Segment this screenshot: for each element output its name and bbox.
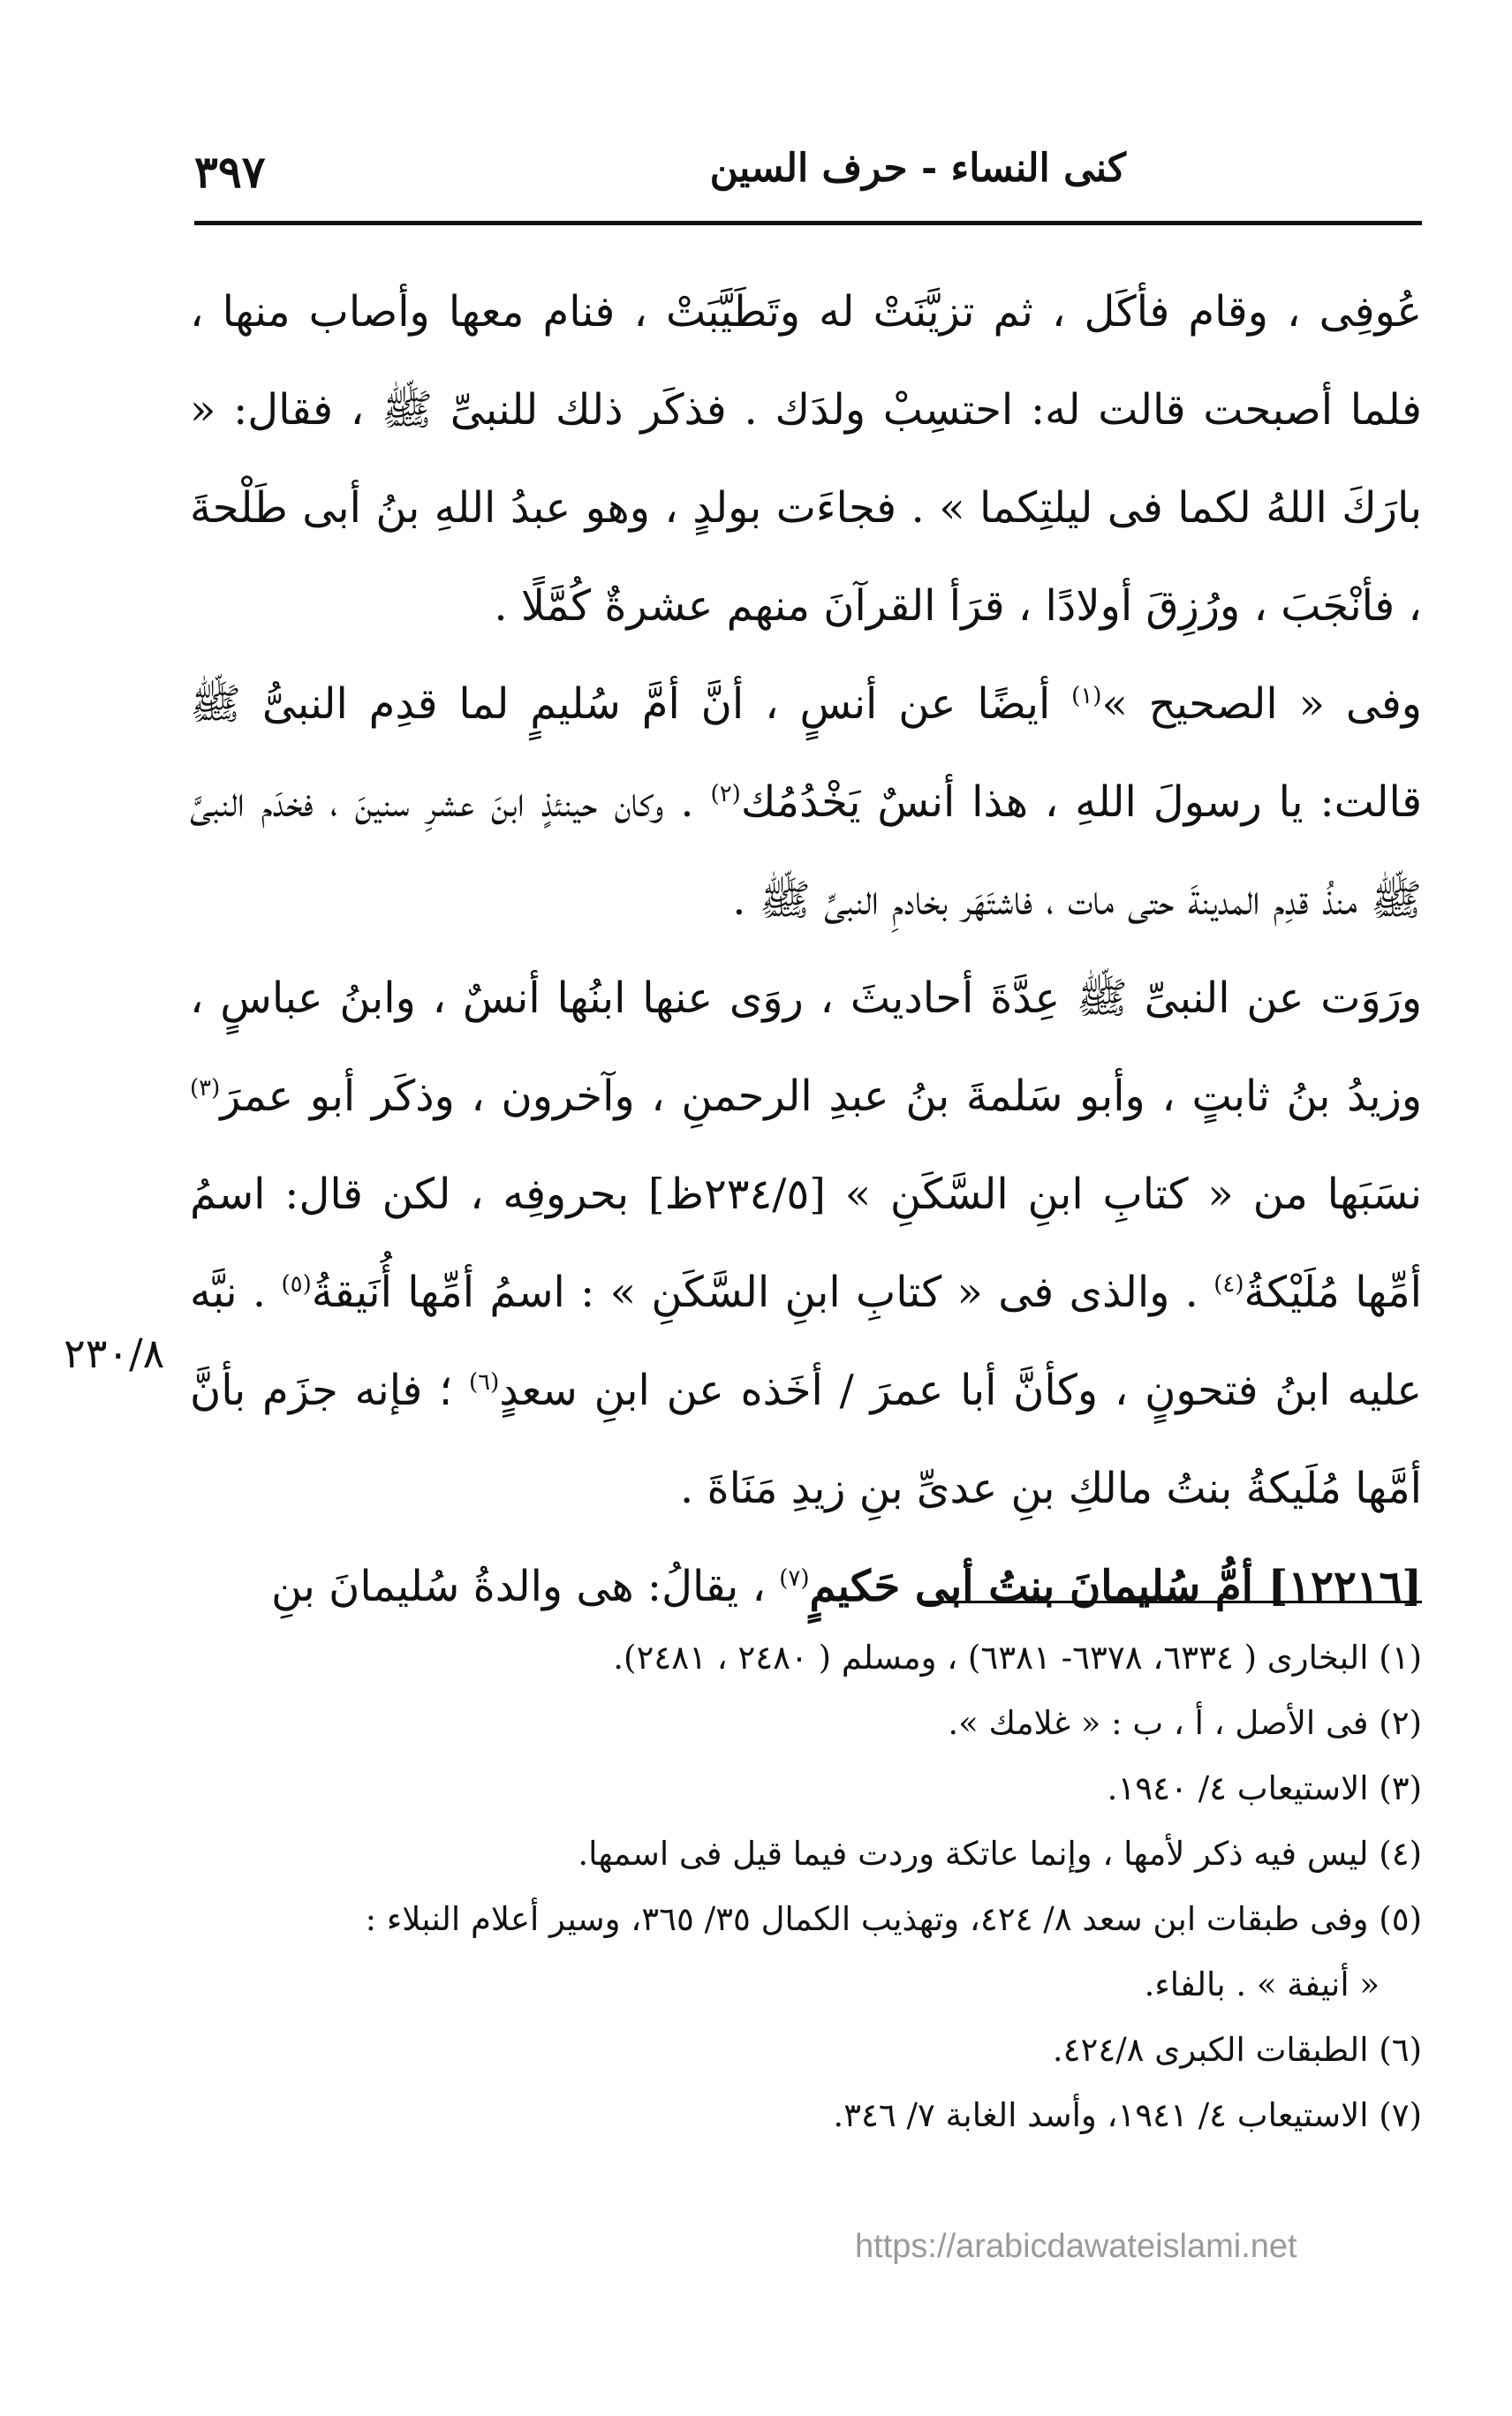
header-rule	[194, 221, 1422, 225]
page-header	[194, 146, 1418, 208]
paragraph-2-text-b: أيضًا عن أنسٍ ، أنَّ أمَّ سُليمٍ لما قدِم النبىُّ ﷺ قالت: يا رسولَ اللهِ ، هذا أنسٌ يَخْدُمُك	[190, 679, 1423, 827]
footnote-marker-4: (٤)	[1213, 1271, 1244, 1298]
paragraph-2-text-c: . وكان حينئذٍ ابنَ عشرِ سنينَ ، فخدَم النبىَّ ﷺ منذُ قدِم المدينةَ حتى مات ، فاشتَهَر بخادمِ النبىِّ ﷺ .	[190, 777, 1422, 925]
footnote-marker-6: (٦)	[469, 1369, 500, 1396]
entry-paragraph	[190, 1538, 1422, 1636]
main-text	[190, 263, 1422, 1636]
footnote-marker-7: (٧)	[779, 1565, 810, 1592]
footnotes	[194, 1625, 1422, 2148]
paragraph-3-text-d: . نبَّه عليه ابنُ فتحونٍ ، وكأنَّ أبا عمرَ / أخَذه عن ابنِ سعدٍ	[190, 1268, 1422, 1415]
footnote-marker-1: (١)	[1071, 683, 1102, 709]
running-title: كنى النساء - حرف السين	[709, 146, 1126, 191]
footnote-7: (٧) الاستيعاب ٤/ ١٩٤١، وأسد الغابة ٧/ ٣٤٦.	[833, 2096, 1422, 2134]
entry-number: [١٢٢١٦]	[1267, 1562, 1422, 1611]
footnote-2: (٢) فى الأصل ، أ ، ب : « غلامك ».	[948, 1704, 1422, 1742]
footnote-6: (٦) الطبقات الكبرى ٤٢٤/٨.	[1052, 2031, 1422, 2069]
entry-title: أمُّ سُليمانَ بنتُ أبى حَكيمٍ	[809, 1562, 1268, 1611]
watermark-url: https://arabicdawateislami.net	[855, 2228, 1297, 2265]
paragraph-3-text-e: ؛ فإنه جزَم بأنَّ أمَّها مُلَيكةُ بنتُ مالكِ بنِ عدىِّ بنِ زيدِ مَنَاةَ .	[190, 1366, 1422, 1513]
footnote-3: (٣) الاستيعاب ٤/ ١٩٤٠.	[1107, 1769, 1422, 1807]
paragraph-3-text-b: نسَبَها من « كتابِ ابنِ السَّكَنِ » [٢٣٤/٥ظ] بحروفِه ، لكن قال: اسمُ أمِّها مُلَيْكةُ	[190, 1170, 1422, 1317]
paragraph-1: عُوفِى ، وقام فأكَل ، ثم تزيَّنَتْ له وتَطَيَّبَتْ ، فنام معها وأصاب منها ، فلما أصبحت قالت له: احتسِبْ ولدَك . فذكَر ذلك للنبىِّ ﷺ ، فقال: « بارَكَ اللهُ لكما فى ليلتِكما » . فجاءَت بولدٍ ، وهو عبدُ اللهِ بنُ أبى طَلْحةَ ، فأنْجَبَ ، ورُزِقَ أولادًا ، قرَأ القرآنَ منهم عشرةٌ كُمَّلًا .	[190, 287, 1422, 631]
footnote-rule	[923, 1601, 1422, 1603]
paragraph-3	[190, 950, 1422, 1538]
paragraph-2	[190, 655, 1422, 950]
footnote-1: (١) البخارى ( ٦٣٣٤، ٦٣٧٨- ٦٣٨١) ، ومسلم ( ٢٤٨٠ ، ٢٤٨١).	[613, 1639, 1422, 1677]
footnote-5-continuation: « أنيفة » . بالفاء.	[1144, 1965, 1380, 2003]
footnote-marker-5: (٥)	[281, 1271, 312, 1298]
footnote-marker-2: (٢)	[710, 781, 741, 807]
footnote-marker-3: (٣)	[190, 1075, 221, 1102]
paragraph-3-text-c: . والذى فى « كتابِ ابنِ السَّكَنِ » : اسمُ أمِّها أُنَيقةُ	[311, 1268, 1214, 1317]
footnote-4: (٤) ليس فيه ذكر لأمها ، وإنما عاتكة وردت فيما قيل فى اسمها.	[578, 1835, 1422, 1873]
entry-text: ، يقالُ: هى والدةُ سُليمانَ بنِ	[270, 1562, 780, 1611]
footnote-5: (٥) وفى طبقات ابن سعد ٨/ ٤٢٤، وتهذيب الكمال ٣٥/ ٣٦٥، وسير أعلام النبلاء :	[365, 1900, 1422, 1938]
paragraph-3-text-a: ورَوَت عن النبىِّ ﷺ عِدَّةَ أحاديثَ ، روَى عنها ابنُها أنسٌ ، وابنُ عباسٍ ، وزيدُ بنُ ثابتٍ ، وأبو سَلمةَ بنُ عبدِ الرحمنِ ، وآخرون ، وذكَر أبو عمرَ	[190, 973, 1422, 1121]
paragraph-2-text-a: وفى « الصحيح »	[1101, 679, 1422, 729]
page-number: ٣٩٧	[194, 146, 266, 198]
margin-volume-reference: ٢٣٠/٨	[64, 1329, 165, 1377]
